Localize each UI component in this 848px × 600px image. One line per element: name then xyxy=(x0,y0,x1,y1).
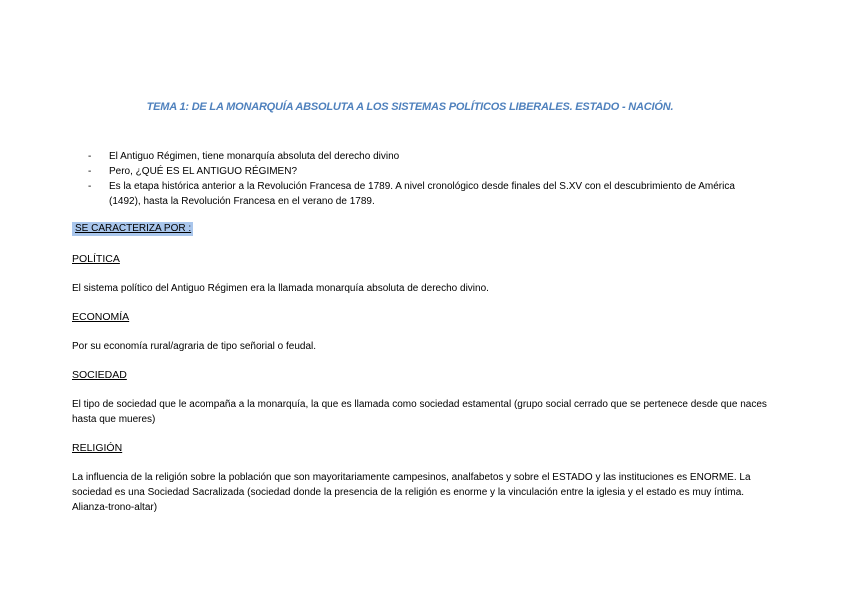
characterize-heading: SE CARACTERIZA POR : xyxy=(72,222,193,236)
bullet-text: Es la etapa histórica anterior a la Revolución Francesa de 1789. A nivel cronológico desde finales del S.XV con el descubrimiento de América (1492), hasta la Revolución Francesa en el verano de 1789. xyxy=(109,181,735,207)
section-text-sociedad: El tipo de sociedad que le acompaña a la monarquía, la que es llamada como sociedad estamental (grupo social cerrado que se pertenece desde que naces hasta que mueres) xyxy=(72,399,767,425)
section-heading-religion: RELIGIÓN xyxy=(72,442,123,454)
section-heading-sociedad: SOCIEDAD xyxy=(72,369,127,381)
bullet-text: Pero, ¿QUÉ ES EL ANTIGUO RÉGIMEN? xyxy=(109,166,298,177)
section-text-religion: La influencia de la religión sobre la población que son mayoritariamente campesinos, analfabetos y sobre el ESTADO y las instituciones es ENORME. La sociedad es una Sociedad Sacralizada (sociedad donde la presencia de la religión es enorme y la vinculación entre la iglesia y el estado es muy íntima. Alianza-trono-altar) xyxy=(72,472,751,513)
bullet-item xyxy=(88,179,768,209)
bullet-marker: - xyxy=(88,166,92,177)
intro-bullet-list xyxy=(88,149,768,209)
bullet-marker: - xyxy=(88,151,92,162)
section-text-politica: El sistema político del Antiguo Régimen era la llamada monarquía absoluta de derecho divino. xyxy=(72,283,489,294)
bullet-text: El Antiguo Régimen, tiene monarquía absoluta del derecho divino xyxy=(109,151,400,162)
bullet-item xyxy=(88,149,768,164)
bullet-item xyxy=(88,164,768,179)
section-heading-economia: ECONOMÍA xyxy=(72,311,130,323)
section-text-economia: Por su economía rural/agraria de tipo señorial o feudal. xyxy=(72,341,317,352)
document-title: TEMA 1: DE LA MONARQUÍA ABSOLUTA A LOS SISTEMAS POLÍTICOS LIBERALES. ESTADO - NACIÓN. xyxy=(146,101,674,113)
section-heading-politica: POLÍTICA xyxy=(72,253,120,265)
bullet-marker: - xyxy=(88,181,92,192)
